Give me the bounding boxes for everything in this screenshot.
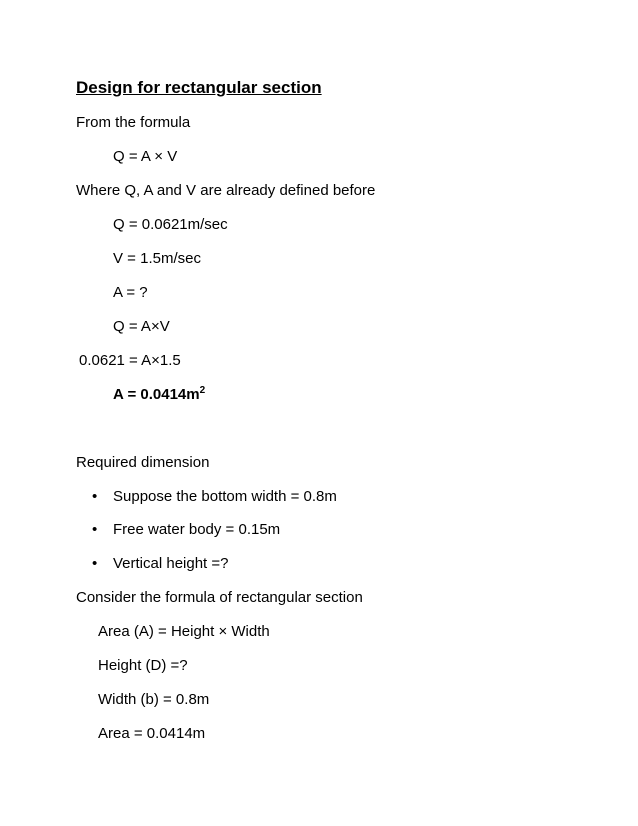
list-item-text: Free water body = 0.15m	[113, 521, 281, 538]
area-result-exponent: 2	[199, 385, 206, 396]
bullet-icon: •	[92, 555, 98, 572]
bullet-icon: •	[92, 521, 98, 538]
velocity-value: V = 1.5m/sec	[113, 250, 201, 267]
required-dimension-label: Required dimension	[76, 454, 210, 471]
area-result	[113, 386, 205, 404]
height-line: Height (D) =?	[98, 657, 188, 674]
area-formula: Area (A) = Height × Width	[98, 623, 270, 640]
discharge-value: Q = 0.0621m/sec	[113, 216, 228, 233]
list-item-text: Suppose the bottom width = 0.8m	[113, 488, 337, 505]
area-line: Area = 0.0414m	[98, 725, 206, 742]
width-line: Width (b) = 0.8m	[98, 691, 210, 708]
area-result-value: A = 0.0414m	[113, 386, 200, 403]
section-heading: Design for rectangular section	[76, 78, 322, 97]
list-item	[92, 555, 492, 573]
substitution-line: 0.0621 = A×1.5	[79, 352, 181, 369]
consider-line: Consider the formula of rectangular section	[76, 589, 363, 606]
list-item	[92, 488, 492, 506]
formula-restated: Q = A×V	[113, 318, 170, 335]
list-item-text: Vertical height =?	[113, 555, 229, 572]
area-unknown: A = ?	[113, 284, 148, 301]
bullet-icon: •	[92, 488, 98, 505]
intro-line: From the formula	[76, 114, 191, 131]
formula-line: Q = A × V	[113, 148, 178, 165]
list-item	[92, 521, 492, 539]
definition-line: Where Q, A and V are already defined before	[76, 182, 376, 199]
